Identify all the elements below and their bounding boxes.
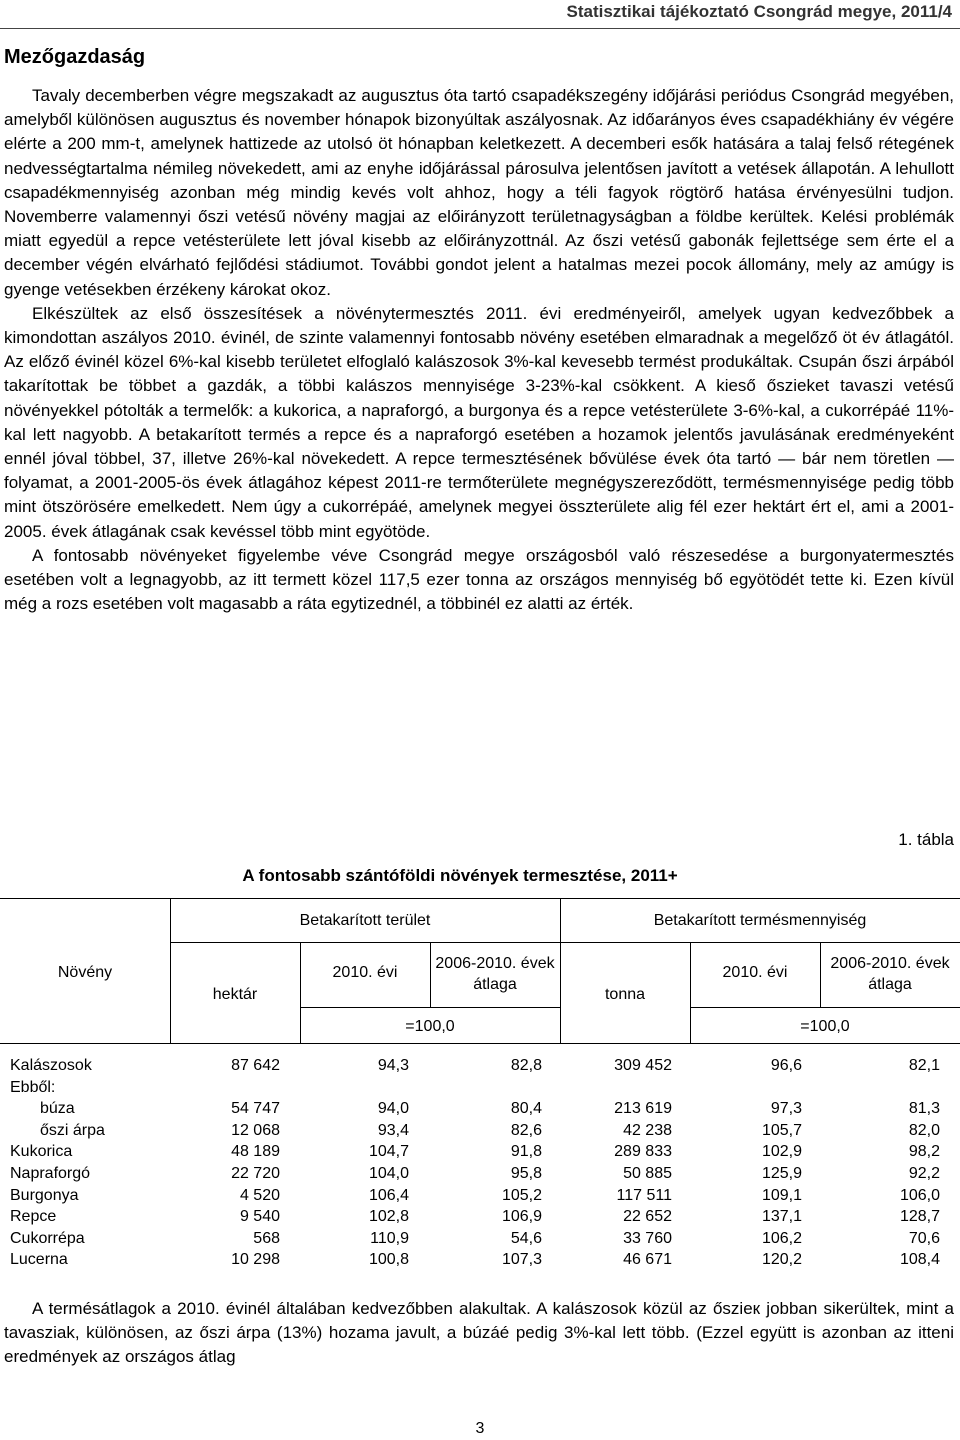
group-header-area: Betakarított terület bbox=[299, 912, 431, 929]
table-cell: 42 238 bbox=[623, 1121, 672, 1139]
table-cell: 98,2 bbox=[908, 1143, 940, 1161]
col-header-area-avg: 2006-2010. évek átlaga bbox=[435, 955, 555, 993]
table-cell: 125,9 bbox=[761, 1165, 802, 1182]
base-label-yield: =100,0 bbox=[800, 1018, 850, 1035]
group-header-yield: Betakarított termésmennyiség bbox=[653, 912, 867, 929]
table-row bbox=[0, 1057, 960, 1079]
row-label: Napraforgó bbox=[10, 1165, 91, 1182]
paragraph-2: Elkészültek az első összesítések a növénytermesztés 2011. évi eredményeiről, amelyek ugyan kedvezőbbek a kimondottan aszályos 2010. évinél, de szinte valamennyi fontosabb növény esetében elmaradnak a megelőző öt év átlagától. Az előző évinél közel 6%-kal kisebb területet elfoglaló kalászosok 3%-kal kevesebb termést produkáltak. Csupán őszi árpából takarítottak be többet a gazdák, a többi kalászos mennyisége 3-23%-kal csökkent. A kieső őszieket tavaszi vetésű növényekkel pótolták a termelők: a kukorica, a napraforgó, a burgonya és a repce vetésterülete 3-6%-kal, a cukorrépáé 11%-kal lett nagyobb. A betakarított termés a repce és a napraforgó esetében a hozamok jelentős javulásának eredményeként ennél jóval többel, 37, illetve 26%-kal növekedett. A repce termesztésének bővülése évek óta tartó — bár nem töretlen — folyamat, a 2001-2005-ös évek átlagához képest 2011-re termőterülete megnégyszereződött, termésmennyisége pedig több mint ötszörösére emelkedett. Nem úgy a cukorrépáé, amelynek megyei összterülete alig fél ezer hektárt ért el, ami a 2001-2005. évek átlagának csak kevéssel több mint egyötöde. bbox=[4, 303, 954, 541]
table-cell: 107,3 bbox=[501, 1251, 542, 1269]
table-cell: 4 520 bbox=[239, 1186, 280, 1204]
row-label: Cukorrépa bbox=[10, 1229, 85, 1247]
table-cell: 22 652 bbox=[623, 1208, 672, 1226]
col-header-yield-avg: 2006-2010. évek átlaga bbox=[830, 955, 950, 993]
table-cell: 95,8 bbox=[510, 1165, 542, 1182]
table-cell: 105,7 bbox=[761, 1121, 802, 1139]
body-text-bottom bbox=[4, 1297, 954, 1370]
table-row bbox=[0, 1165, 960, 1187]
table-title bbox=[0, 866, 960, 886]
col-header-tonne: tonna bbox=[604, 986, 646, 1003]
row-label: búza bbox=[40, 1100, 75, 1118]
table-cell: 22 720 bbox=[231, 1165, 280, 1182]
table-cell: 102,8 bbox=[368, 1208, 409, 1226]
table-cell: 46 671 bbox=[623, 1251, 672, 1269]
table-row bbox=[0, 1187, 960, 1209]
base-rule-right bbox=[690, 1007, 960, 1008]
table-cell: 54 747 bbox=[231, 1100, 280, 1118]
table-cell: 108,4 bbox=[899, 1251, 940, 1269]
table-cell: 70,6 bbox=[908, 1229, 940, 1247]
body-text-top bbox=[4, 84, 954, 616]
paragraph-bottom: A termésátlagok a 2010. évinél általában kedvezőbben alakultak. A kalászosok közül az őszieк jobban sikerültek, mint a tavasziak, különösen, az őszi árpa (13%) hozama javult, a búzáé pedig 3%-kal lett több. (Ezzel együtt is azonban az itteni eredmények az országos átlag bbox=[4, 1299, 954, 1367]
report-header: Statisztikai tájékoztató Csongrád megye, 2011/4 bbox=[566, 2, 952, 21]
row-label: Repce bbox=[10, 1208, 57, 1226]
table-cell: 12 068 bbox=[231, 1121, 280, 1139]
table-cell: 120,2 bbox=[761, 1251, 802, 1269]
base-label-area: =100,0 bbox=[405, 1018, 455, 1035]
table-cell: 92,2 bbox=[908, 1165, 940, 1182]
table-top-rule bbox=[0, 898, 960, 899]
table-cell: 104,0 bbox=[368, 1165, 409, 1182]
col-header-hectare: hektár bbox=[212, 986, 258, 1003]
header-rule bbox=[0, 28, 960, 29]
table-cell: 128,7 bbox=[899, 1208, 940, 1226]
page-number: 3 bbox=[475, 1420, 485, 1437]
table-cell: 96,6 bbox=[770, 1057, 802, 1074]
col-header-area-prev: 2010. évi bbox=[332, 964, 398, 981]
table-row bbox=[0, 1251, 960, 1273]
row-label: Kukorica bbox=[10, 1143, 73, 1161]
table-cell: 81,3 bbox=[908, 1100, 940, 1118]
table-cell: 106,4 bbox=[368, 1186, 409, 1204]
table-cell: 102,9 bbox=[761, 1143, 802, 1161]
col-header-yield-prev: 2010. évi bbox=[722, 964, 788, 981]
table-cell: 33 760 bbox=[623, 1229, 672, 1247]
paragraph-1: Tavaly decemberben végre megszakadt az augusztus óta tartó csapadékszegény időjárási periódus Csongrád megyében, amelyből különösen augusztus és november hónapok bizonyúltak aszályosnak. Az időarányos éves csapadékhiány év végére elérte a 200 mm-t, amelynek hattizede az utolsó öt hónapban keletkezett. A decemberi esők hatására a talaj felső rétegének nedvességtartalma némileg növekedett, ami az enyhe időjárással párosulva jelentősen javított a vetések állapotán. A lehullott csapadékmennyiség azonban még mindig kevés volt ahhoz, hogy a téli fagyok rögtörő hatása érvényesülni tudjon. Novemberre valamennyi őszi vetésű növény magjai az előirányzott területnagyságban a földbe kerültek. Kelési problémák miatt egyedül a repce vetésterülete lett jóval kisebb az előirányzottnál. Az őszi vetésű gabonák fejlettsége sem érte el a december végén elvárható fejlődési stádiumot. További gondot jelent a hatalmas mezei pocok állomány, mely az amúgy is gyenge vetésekben érzékeny károkat okoz. bbox=[4, 86, 954, 299]
table-row bbox=[0, 1122, 960, 1144]
table-cell: 94,0 bbox=[377, 1100, 409, 1118]
table-cell: 568 bbox=[253, 1229, 280, 1247]
table-row bbox=[0, 1230, 960, 1252]
section-title: Mezőgazdaság bbox=[4, 46, 146, 68]
table-cell: 9 540 bbox=[239, 1208, 280, 1226]
table-number: 1. tábla bbox=[898, 830, 954, 849]
paragraph-3: A fontosabb növényeket figyelembe véve Csongrád megye országosból való részesedése a burgonyatermesztés esetében volt a legnagyobb, az itt termett közel 117,5 ezer tonna az országos mennyiség bő egyötödét tette ki. Ezen kívül még a rozs esetében volt magasabb a ráta egytizednél, a többinél ez alatti az érték. bbox=[4, 545, 954, 614]
table-cell: 97,3 bbox=[770, 1100, 802, 1118]
table-cell: 87 642 bbox=[231, 1057, 280, 1074]
row-label: Burgonya bbox=[10, 1186, 79, 1204]
table-cell: 82,6 bbox=[510, 1121, 542, 1139]
table-row bbox=[0, 1079, 960, 1101]
table-cell: 213 619 bbox=[614, 1100, 672, 1118]
table-cell: 289 833 bbox=[614, 1143, 672, 1161]
table-cell: 82,8 bbox=[510, 1057, 542, 1074]
row-label: Ebből: bbox=[10, 1078, 56, 1096]
table-cell: 105,2 bbox=[501, 1186, 542, 1204]
table-cell: 82,0 bbox=[908, 1121, 940, 1139]
table-cell: 109,1 bbox=[761, 1186, 802, 1204]
table-cell: 100,8 bbox=[368, 1251, 409, 1269]
col-header-plant: Növény bbox=[57, 964, 113, 981]
row-label: Lucerna bbox=[10, 1251, 68, 1269]
table-cell: 91,8 bbox=[510, 1143, 542, 1161]
row-label: Kalászosok bbox=[10, 1057, 92, 1074]
table-cell: 104,7 bbox=[368, 1143, 409, 1161]
group-rule bbox=[170, 942, 960, 943]
table-cell: 82,1 bbox=[908, 1057, 940, 1074]
table-cell: 80,4 bbox=[510, 1100, 542, 1118]
table-cell: 106,9 bbox=[501, 1208, 542, 1226]
table-title-text: A fontosabb szántóföldi növények termesztése, 2011+ bbox=[242, 866, 678, 885]
table-cell: 106,0 bbox=[899, 1186, 940, 1204]
table-cell: 106,2 bbox=[761, 1229, 802, 1247]
table-cell: 137,1 bbox=[761, 1208, 802, 1226]
table-cell: 48 189 bbox=[231, 1143, 280, 1161]
row-label: őszi árpa bbox=[40, 1121, 105, 1139]
table-row bbox=[0, 1143, 960, 1165]
table-header-bottom-rule bbox=[0, 1043, 960, 1044]
table-cell: 117 511 bbox=[616, 1186, 672, 1204]
table-row bbox=[0, 1208, 960, 1230]
table-cell: 309 452 bbox=[614, 1057, 672, 1074]
table-cell: 50 885 bbox=[623, 1165, 672, 1182]
table-row bbox=[0, 1100, 960, 1122]
base-rule-left bbox=[300, 1007, 560, 1008]
table-cell: 110,9 bbox=[370, 1229, 409, 1247]
table-cell: 94,3 bbox=[377, 1057, 409, 1074]
table-cell: 93,4 bbox=[377, 1121, 409, 1139]
table-cell: 10 298 bbox=[231, 1251, 280, 1269]
table-cell: 54,6 bbox=[510, 1229, 542, 1247]
